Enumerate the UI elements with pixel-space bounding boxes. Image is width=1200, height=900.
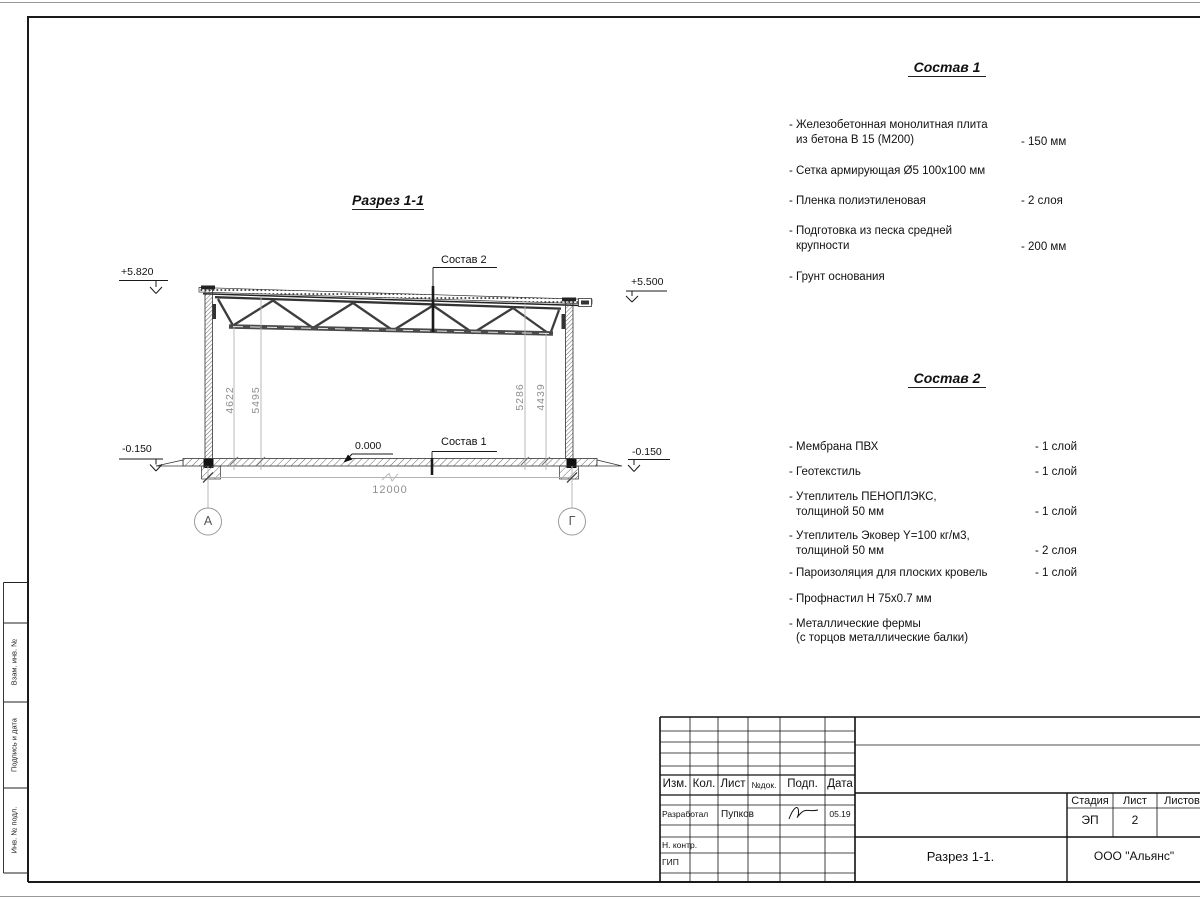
titleblock-role-razrabotal: Разработал — [662, 809, 709, 819]
elevation-marks — [119, 281, 670, 472]
list-item: - Утеплитель Эковер Y=100 кг/м3, — [789, 530, 970, 542]
list-item-value: - 200 мм — [1021, 241, 1067, 253]
list-item: - Железобетонная монолитная плита — [789, 119, 988, 131]
dim-4439: 4439 — [534, 383, 547, 411]
list-item: - Подготовка из песка средней — [789, 225, 953, 237]
wall-cap-left — [201, 286, 215, 290]
elevation-top-right: +5.500 — [631, 276, 664, 288]
dim-5286: 5286 — [513, 383, 526, 411]
elevation-bottom-right: -0.150 — [632, 446, 662, 458]
elevation-top-left: +5.820 — [121, 266, 154, 278]
elevation-zero: 0.000 — [355, 440, 382, 452]
list-item: - Геотекстиль — [789, 466, 861, 478]
list-item-value: - 1 слой — [1035, 506, 1078, 518]
truss-support-left — [213, 304, 217, 319]
titleblock-sheets-label: Листов — [1164, 795, 1200, 807]
axis-label-a: А — [203, 513, 213, 528]
margin-cell-podpis-data: Подпись и дата — [9, 718, 19, 772]
list-item-line2: из бетона В 15 (М200) — [796, 134, 915, 146]
titleblock-stage-label: Стадия — [1071, 795, 1109, 807]
elevation-mark-top-left — [119, 281, 168, 294]
list-item-value: - 150 мм — [1021, 136, 1067, 148]
dim-5495: 5495 — [249, 386, 262, 414]
titleblock-company: ООО "Альянс" — [1093, 849, 1175, 863]
elevation-mark-bottom-right — [628, 460, 670, 472]
titleblock-sheet-value: 2 — [1131, 813, 1139, 827]
list-item: - Сетка армирующая Ø5 100х100 мм — [789, 165, 986, 177]
floor-and-ground — [156, 459, 622, 480]
list-item: - Металлические фермы — [789, 618, 921, 630]
titleblock-col-podp: Подп. — [787, 778, 818, 790]
titleblock-col-list: Лист — [720, 778, 746, 790]
titleblock-col-data: Дата — [827, 778, 853, 790]
margin-cell-vzam-inv: Взам. инв. № — [9, 638, 19, 686]
list-item-value: - 1 слой — [1035, 567, 1078, 579]
titleblock-name-pupkov: Пупков — [721, 809, 754, 820]
list-item-line2: толщиной 50 мм — [796, 506, 885, 518]
elevation-mark-top-right — [626, 291, 667, 302]
roof-edge-beam-core — [581, 301, 589, 305]
titleblock-stage-value: ЭП — [1081, 813, 1099, 827]
list-item-line2: толщиной 50 мм — [796, 545, 885, 557]
titleblock-col-izm: Изм. — [662, 778, 688, 790]
list-item: - Грунт основания — [789, 271, 885, 283]
titleblock-date: 05.19 — [829, 809, 851, 819]
list-item: - Пароизоляция для плоских кровель — [789, 567, 988, 579]
section-title: Разрез 1-1 — [352, 192, 424, 210]
titleblock-role-gip: ГИП — [662, 857, 679, 867]
list-item: - Профнастил Н 75х0.7 мм — [789, 593, 932, 605]
titleblock-doc-title: Разрез 1-1. — [926, 849, 995, 864]
list-item-value: - 1 слой — [1035, 441, 1078, 453]
axis-label-g: Г — [568, 513, 576, 528]
list-item: - Пленка полиэтиленовая — [789, 195, 926, 207]
dim-4622: 4622 — [223, 386, 236, 414]
list-item-value: - 2 слоя — [1035, 545, 1077, 557]
ground-wedge-left — [156, 460, 183, 466]
titleblock-sheet-label: Лист — [1123, 795, 1147, 807]
callout-sostav1: Состав 1 — [441, 436, 487, 448]
list-item-value: - 1 слой — [1035, 466, 1078, 478]
list-item-line2: крупности — [796, 240, 850, 252]
titleblock-col-kol: Кол. — [692, 778, 716, 790]
titleblock-role-nkontr: Н. контр. — [662, 840, 698, 850]
sostav2-title: Состав 2 — [908, 370, 986, 388]
sostav1-title: Состав 1 — [908, 59, 986, 77]
list-item-value: - 2 слоя — [1021, 195, 1063, 207]
dim-span-12000: 12000 — [372, 484, 408, 496]
paper-edges — [0, 3, 1200, 897]
callout-sostav2: Состав 2 — [441, 254, 487, 266]
signature-scribble — [789, 808, 818, 819]
elevation-bottom-left: -0.150 — [122, 443, 152, 455]
wall-cap-right — [562, 298, 576, 302]
list-item: - Утеплитель ПЕНОПЛЭКС, — [789, 491, 937, 503]
margin-cell-inv-podl: Инв. № подл. — [9, 806, 19, 854]
wall-left — [205, 288, 213, 459]
elevation-mark-bottom-left — [119, 459, 163, 471]
ground-wedge-right — [597, 460, 622, 466]
list-item-line2: (с торцов металлические балки) — [796, 632, 969, 644]
truss-support-right — [562, 314, 566, 329]
floor-slab — [183, 459, 597, 467]
titleblock-col-ndok: №док. — [751, 780, 777, 790]
wall-right — [566, 301, 574, 459]
list-item: - Мембрана ПВХ — [789, 441, 879, 453]
